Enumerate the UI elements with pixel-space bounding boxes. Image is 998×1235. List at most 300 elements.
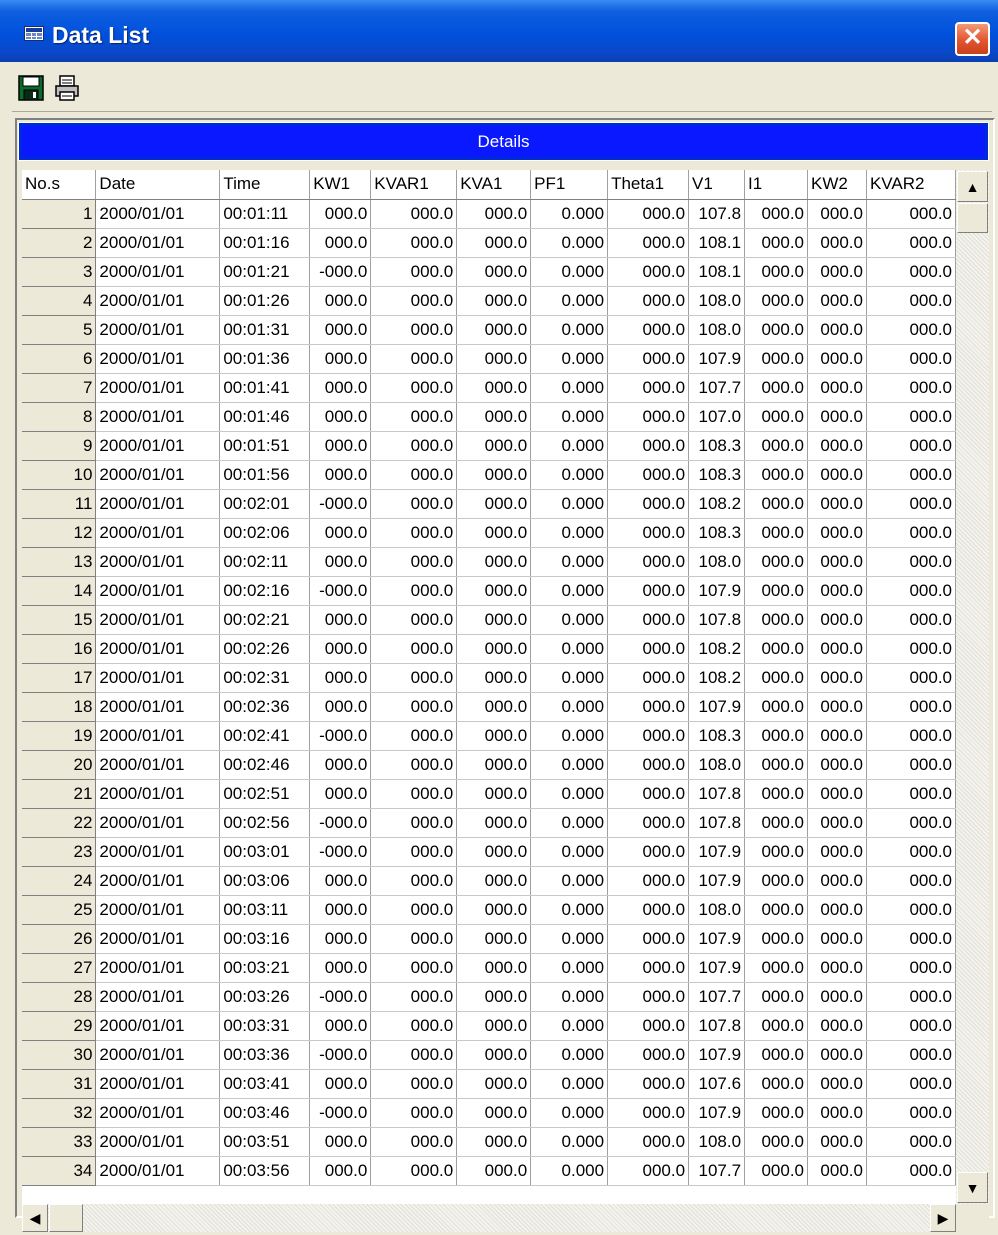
kvar2-cell: 000.0 bbox=[866, 576, 955, 605]
i1-cell: 000.0 bbox=[745, 257, 808, 286]
kvar2-cell: 000.0 bbox=[866, 634, 955, 663]
row-number[interactable]: 31 bbox=[22, 1069, 96, 1098]
column-header[interactable]: KW2 bbox=[808, 170, 867, 199]
i1-cell: 000.0 bbox=[745, 692, 808, 721]
column-header[interactable]: Time bbox=[220, 170, 310, 199]
kvar2-cell: 000.0 bbox=[866, 228, 955, 257]
kvar2-cell: 000.0 bbox=[866, 1069, 955, 1098]
time-cell: 00:03:06 bbox=[220, 866, 310, 895]
row-number[interactable]: 21 bbox=[22, 779, 96, 808]
kva1-cell: 000.0 bbox=[457, 286, 531, 315]
pf1-cell: 0.000 bbox=[531, 1098, 608, 1127]
kvar1-cell: 000.0 bbox=[371, 1011, 457, 1040]
i1-cell: 000.0 bbox=[745, 924, 808, 953]
date-cell: 2000/01/01 bbox=[96, 837, 220, 866]
kw1-cell: -000.0 bbox=[310, 837, 371, 866]
column-header[interactable]: No.s bbox=[22, 170, 96, 199]
table-row[interactable] bbox=[22, 1098, 956, 1127]
kva1-cell: 000.0 bbox=[457, 837, 531, 866]
kvar2-cell: 000.0 bbox=[866, 924, 955, 953]
table-row[interactable] bbox=[22, 982, 956, 1011]
table-row[interactable] bbox=[22, 402, 956, 431]
row-number[interactable]: 2 bbox=[22, 228, 96, 257]
theta1-cell: 000.0 bbox=[608, 808, 689, 837]
table-row[interactable] bbox=[22, 924, 956, 953]
i1-cell: 000.0 bbox=[745, 837, 808, 866]
theta1-cell: 000.0 bbox=[608, 431, 689, 460]
theta1-cell: 000.0 bbox=[608, 1040, 689, 1069]
date-cell: 2000/01/01 bbox=[96, 286, 220, 315]
table-row[interactable] bbox=[22, 547, 956, 576]
row-number[interactable]: 9 bbox=[22, 431, 96, 460]
v1-cell: 108.2 bbox=[689, 663, 745, 692]
date-cell: 2000/01/01 bbox=[96, 1040, 220, 1069]
table-row[interactable] bbox=[22, 228, 956, 257]
table-row[interactable] bbox=[22, 199, 956, 228]
kw1-cell: -000.0 bbox=[310, 576, 371, 605]
row-number[interactable]: 10 bbox=[22, 460, 96, 489]
kw2-cell: 000.0 bbox=[808, 373, 867, 402]
row-number[interactable]: 25 bbox=[22, 895, 96, 924]
table-row[interactable] bbox=[22, 344, 956, 373]
pf1-cell: 0.000 bbox=[531, 1156, 608, 1185]
row-number[interactable]: 13 bbox=[22, 547, 96, 576]
row-number[interactable]: 17 bbox=[22, 663, 96, 692]
pf1-cell: 0.000 bbox=[531, 315, 608, 344]
table-row[interactable] bbox=[22, 953, 956, 982]
table-row[interactable] bbox=[22, 1011, 956, 1040]
v1-cell: 108.2 bbox=[689, 489, 745, 518]
save-button[interactable] bbox=[14, 70, 48, 106]
table-row[interactable] bbox=[22, 518, 956, 547]
data-table bbox=[22, 170, 956, 1186]
kva1-cell: 000.0 bbox=[457, 344, 531, 373]
save-icon bbox=[18, 75, 44, 101]
kva1-cell: 000.0 bbox=[457, 1098, 531, 1127]
title-bar[interactable] bbox=[0, 0, 998, 62]
kvar2-cell: 000.0 bbox=[866, 344, 955, 373]
kw1-cell: 000.0 bbox=[310, 663, 371, 692]
theta1-cell: 000.0 bbox=[608, 721, 689, 750]
v1-cell: 107.6 bbox=[689, 1069, 745, 1098]
theta1-cell: 000.0 bbox=[608, 1156, 689, 1185]
i1-cell: 000.0 bbox=[745, 634, 808, 663]
kw2-cell: 000.0 bbox=[808, 1156, 867, 1185]
kw1-cell: 000.0 bbox=[310, 315, 371, 344]
row-number[interactable]: 27 bbox=[22, 953, 96, 982]
theta1-cell: 000.0 bbox=[608, 489, 689, 518]
arrow-down-icon: ▼ bbox=[965, 1179, 980, 1196]
kvar1-cell: 000.0 bbox=[371, 460, 457, 489]
v1-cell: 107.8 bbox=[689, 605, 745, 634]
time-cell: 00:03:46 bbox=[220, 1098, 310, 1127]
row-number[interactable]: 20 bbox=[22, 750, 96, 779]
kw2-cell: 000.0 bbox=[808, 779, 867, 808]
kw2-cell: 000.0 bbox=[808, 866, 867, 895]
kw1-cell: 000.0 bbox=[310, 344, 371, 373]
theta1-cell: 000.0 bbox=[608, 315, 689, 344]
row-number[interactable]: 33 bbox=[22, 1127, 96, 1156]
pf1-cell: 0.000 bbox=[531, 518, 608, 547]
time-cell: 00:01:26 bbox=[220, 286, 310, 315]
kvar2-cell: 000.0 bbox=[866, 982, 955, 1011]
pf1-cell: 0.000 bbox=[531, 402, 608, 431]
date-cell: 2000/01/01 bbox=[96, 1069, 220, 1098]
row-number[interactable]: 32 bbox=[22, 1098, 96, 1127]
kw2-cell: 000.0 bbox=[808, 982, 867, 1011]
i1-cell: 000.0 bbox=[745, 1156, 808, 1185]
scroll-down-button[interactable] bbox=[957, 1172, 988, 1203]
kw1-cell: 000.0 bbox=[310, 953, 371, 982]
scroll-up-button[interactable] bbox=[957, 171, 988, 202]
time-cell: 00:01:46 bbox=[220, 402, 310, 431]
theta1-cell: 000.0 bbox=[608, 373, 689, 402]
table-row[interactable] bbox=[22, 257, 956, 286]
table-row[interactable] bbox=[22, 837, 956, 866]
v1-cell: 107.9 bbox=[689, 837, 745, 866]
row-number[interactable]: 29 bbox=[22, 1011, 96, 1040]
row-number[interactable]: 8 bbox=[22, 402, 96, 431]
kw2-cell: 000.0 bbox=[808, 228, 867, 257]
table-row[interactable] bbox=[22, 1069, 956, 1098]
kvar2-cell: 000.0 bbox=[866, 431, 955, 460]
row-number[interactable]: 4 bbox=[22, 286, 96, 315]
i1-cell: 000.0 bbox=[745, 895, 808, 924]
kw1-cell: -000.0 bbox=[310, 1098, 371, 1127]
kw1-cell: -000.0 bbox=[310, 1040, 371, 1069]
row-number[interactable]: 11 bbox=[22, 489, 96, 518]
kw1-cell: 000.0 bbox=[310, 228, 371, 257]
v1-cell: 108.3 bbox=[689, 431, 745, 460]
pf1-cell: 0.000 bbox=[531, 808, 608, 837]
kw2-cell: 000.0 bbox=[808, 431, 867, 460]
date-cell: 2000/01/01 bbox=[96, 1156, 220, 1185]
column-header[interactable]: KW1 bbox=[310, 170, 371, 199]
theta1-cell: 000.0 bbox=[608, 257, 689, 286]
kw2-cell: 000.0 bbox=[808, 1127, 867, 1156]
i1-cell: 000.0 bbox=[745, 199, 808, 228]
i1-cell: 000.0 bbox=[745, 286, 808, 315]
theta1-cell: 000.0 bbox=[608, 1069, 689, 1098]
column-header[interactable]: I1 bbox=[745, 170, 808, 199]
table-row[interactable] bbox=[22, 750, 956, 779]
time-cell: 00:01:56 bbox=[220, 460, 310, 489]
table-row[interactable] bbox=[22, 692, 956, 721]
table-row[interactable] bbox=[22, 286, 956, 315]
i1-cell: 000.0 bbox=[745, 373, 808, 402]
row-number[interactable]: 1 bbox=[22, 199, 96, 228]
time-cell: 00:02:26 bbox=[220, 634, 310, 663]
time-cell: 00:03:36 bbox=[220, 1040, 310, 1069]
date-cell: 2000/01/01 bbox=[96, 808, 220, 837]
table-row[interactable] bbox=[22, 373, 956, 402]
horizontal-scrollbar[interactable] bbox=[22, 1204, 956, 1232]
v1-cell: 107.9 bbox=[689, 953, 745, 982]
i1-cell: 000.0 bbox=[745, 489, 808, 518]
date-cell: 2000/01/01 bbox=[96, 779, 220, 808]
kw2-cell: 000.0 bbox=[808, 315, 867, 344]
date-cell: 2000/01/01 bbox=[96, 199, 220, 228]
table-row[interactable] bbox=[22, 895, 956, 924]
scroll-thumb[interactable] bbox=[957, 203, 988, 233]
row-number[interactable]: 15 bbox=[22, 605, 96, 634]
kw2-cell: 000.0 bbox=[808, 576, 867, 605]
v1-cell: 107.8 bbox=[689, 1011, 745, 1040]
table-row[interactable] bbox=[22, 1156, 956, 1185]
kvar2-cell: 000.0 bbox=[866, 663, 955, 692]
kva1-cell: 000.0 bbox=[457, 460, 531, 489]
date-cell: 2000/01/01 bbox=[96, 547, 220, 576]
time-cell: 00:03:31 bbox=[220, 1011, 310, 1040]
pf1-cell: 0.000 bbox=[531, 663, 608, 692]
kvar1-cell: 000.0 bbox=[371, 228, 457, 257]
pf1-cell: 0.000 bbox=[531, 344, 608, 373]
row-number[interactable]: 12 bbox=[22, 518, 96, 547]
time-cell: 00:01:36 bbox=[220, 344, 310, 373]
date-cell: 2000/01/01 bbox=[96, 692, 220, 721]
window-title: Data List bbox=[52, 22, 150, 48]
theta1-cell: 000.0 bbox=[608, 837, 689, 866]
kvar1-cell: 000.0 bbox=[371, 547, 457, 576]
pf1-cell: 0.000 bbox=[531, 257, 608, 286]
table-row[interactable] bbox=[22, 808, 956, 837]
kvar2-cell: 000.0 bbox=[866, 199, 955, 228]
row-number[interactable]: 19 bbox=[22, 721, 96, 750]
kvar2-cell: 000.0 bbox=[866, 605, 955, 634]
column-header[interactable]: PF1 bbox=[531, 170, 608, 199]
theta1-cell: 000.0 bbox=[608, 866, 689, 895]
v1-cell: 108.3 bbox=[689, 518, 745, 547]
table-row[interactable] bbox=[22, 431, 956, 460]
pf1-cell: 0.000 bbox=[531, 286, 608, 315]
pf1-cell: 0.000 bbox=[531, 547, 608, 576]
date-cell: 2000/01/01 bbox=[96, 750, 220, 779]
date-cell: 2000/01/01 bbox=[96, 489, 220, 518]
kw1-cell: 000.0 bbox=[310, 373, 371, 402]
row-number[interactable]: 14 bbox=[22, 576, 96, 605]
arrow-up-icon: ▲ bbox=[965, 178, 980, 195]
kw2-cell: 000.0 bbox=[808, 547, 867, 576]
column-header[interactable]: KVAR2 bbox=[866, 170, 955, 199]
pf1-cell: 0.000 bbox=[531, 199, 608, 228]
column-header[interactable]: KVAR1 bbox=[371, 170, 457, 199]
table-row[interactable] bbox=[22, 315, 956, 344]
v1-cell: 107.7 bbox=[689, 1156, 745, 1185]
i1-cell: 000.0 bbox=[745, 402, 808, 431]
kw2-cell: 000.0 bbox=[808, 402, 867, 431]
kvar2-cell: 000.0 bbox=[866, 953, 955, 982]
kw1-cell: 000.0 bbox=[310, 286, 371, 315]
theta1-cell: 000.0 bbox=[608, 663, 689, 692]
kw1-cell: 000.0 bbox=[310, 779, 371, 808]
table-row[interactable] bbox=[22, 1040, 956, 1069]
vertical-scrollbar[interactable] bbox=[956, 170, 989, 1204]
theta1-cell: 000.0 bbox=[608, 1011, 689, 1040]
close-button[interactable]: ✕ bbox=[955, 22, 990, 56]
pf1-cell: 0.000 bbox=[531, 924, 608, 953]
kvar1-cell: 000.0 bbox=[371, 895, 457, 924]
kvar2-cell: 000.0 bbox=[866, 721, 955, 750]
table-row[interactable] bbox=[22, 605, 956, 634]
table-row[interactable] bbox=[22, 721, 956, 750]
column-header[interactable]: V1 bbox=[689, 170, 745, 199]
kw2-cell: 000.0 bbox=[808, 895, 867, 924]
kva1-cell: 000.0 bbox=[457, 692, 531, 721]
table-row[interactable] bbox=[22, 779, 956, 808]
row-number[interactable]: 18 bbox=[22, 692, 96, 721]
column-header[interactable]: Date bbox=[96, 170, 220, 199]
kvar1-cell: 000.0 bbox=[371, 431, 457, 460]
kvar2-cell: 000.0 bbox=[866, 866, 955, 895]
kvar2-cell: 000.0 bbox=[866, 286, 955, 315]
row-number[interactable]: 24 bbox=[22, 866, 96, 895]
v1-cell: 107.9 bbox=[689, 344, 745, 373]
v1-cell: 108.0 bbox=[689, 315, 745, 344]
kvar2-cell: 000.0 bbox=[866, 1011, 955, 1040]
row-number[interactable]: 3 bbox=[22, 257, 96, 286]
theta1-cell: 000.0 bbox=[608, 402, 689, 431]
time-cell: 00:02:41 bbox=[220, 721, 310, 750]
table-row[interactable] bbox=[22, 1127, 956, 1156]
pf1-cell: 0.000 bbox=[531, 1069, 608, 1098]
i1-cell: 000.0 bbox=[745, 779, 808, 808]
i1-cell: 000.0 bbox=[745, 344, 808, 373]
print-icon bbox=[53, 74, 81, 102]
table-row[interactable] bbox=[22, 663, 956, 692]
row-number[interactable]: 23 bbox=[22, 837, 96, 866]
kva1-cell: 000.0 bbox=[457, 721, 531, 750]
v1-cell: 107.7 bbox=[689, 373, 745, 402]
kw2-cell: 000.0 bbox=[808, 721, 867, 750]
kw2-cell: 000.0 bbox=[808, 286, 867, 315]
pf1-cell: 0.000 bbox=[531, 634, 608, 663]
kw1-cell: -000.0 bbox=[310, 489, 371, 518]
theta1-cell: 000.0 bbox=[608, 199, 689, 228]
kvar1-cell: 000.0 bbox=[371, 489, 457, 518]
i1-cell: 000.0 bbox=[745, 1127, 808, 1156]
theta1-cell: 000.0 bbox=[608, 518, 689, 547]
kvar1-cell: 000.0 bbox=[371, 634, 457, 663]
i1-cell: 000.0 bbox=[745, 808, 808, 837]
time-cell: 00:02:16 bbox=[220, 576, 310, 605]
v1-cell: 107.9 bbox=[689, 924, 745, 953]
kw2-cell: 000.0 bbox=[808, 953, 867, 982]
v1-cell: 108.1 bbox=[689, 228, 745, 257]
kvar1-cell: 000.0 bbox=[371, 982, 457, 1011]
kvar2-cell: 000.0 bbox=[866, 1098, 955, 1127]
kw1-cell: 000.0 bbox=[310, 431, 371, 460]
row-number[interactable]: 26 bbox=[22, 924, 96, 953]
kw2-cell: 000.0 bbox=[808, 692, 867, 721]
row-number[interactable]: 22 bbox=[22, 808, 96, 837]
time-cell: 00:03:11 bbox=[220, 895, 310, 924]
i1-cell: 000.0 bbox=[745, 518, 808, 547]
scroll-thumb-horizontal[interactable] bbox=[49, 1204, 83, 1232]
kw2-cell: 000.0 bbox=[808, 750, 867, 779]
kvar2-cell: 000.0 bbox=[866, 547, 955, 576]
v1-cell: 108.0 bbox=[689, 895, 745, 924]
kw2-cell: 000.0 bbox=[808, 489, 867, 518]
kw1-cell: 000.0 bbox=[310, 1156, 371, 1185]
row-number[interactable]: 34 bbox=[22, 1156, 96, 1185]
time-cell: 00:02:31 bbox=[220, 663, 310, 692]
kvar1-cell: 000.0 bbox=[371, 1098, 457, 1127]
column-header[interactable]: KVA1 bbox=[457, 170, 531, 199]
v1-cell: 107.9 bbox=[689, 1040, 745, 1069]
table-row[interactable] bbox=[22, 634, 956, 663]
kva1-cell: 000.0 bbox=[457, 866, 531, 895]
column-header[interactable]: Theta1 bbox=[608, 170, 689, 199]
theta1-cell: 000.0 bbox=[608, 286, 689, 315]
kw2-cell: 000.0 bbox=[808, 344, 867, 373]
scroll-left-button[interactable] bbox=[22, 1204, 48, 1232]
kva1-cell: 000.0 bbox=[457, 199, 531, 228]
table-row[interactable] bbox=[22, 489, 956, 518]
scroll-right-button[interactable] bbox=[930, 1204, 956, 1232]
kva1-cell: 000.0 bbox=[457, 634, 531, 663]
kvar1-cell: 000.0 bbox=[371, 199, 457, 228]
kvar1-cell: 000.0 bbox=[371, 924, 457, 953]
kva1-cell: 000.0 bbox=[457, 1011, 531, 1040]
kvar2-cell: 000.0 bbox=[866, 460, 955, 489]
table-row[interactable] bbox=[22, 460, 956, 489]
kw1-cell: -000.0 bbox=[310, 721, 371, 750]
i1-cell: 000.0 bbox=[745, 460, 808, 489]
date-cell: 2000/01/01 bbox=[96, 518, 220, 547]
details-header: Details bbox=[19, 123, 988, 160]
scrollbar-corner bbox=[956, 1204, 989, 1232]
kva1-cell: 000.0 bbox=[457, 402, 531, 431]
kva1-cell: 000.0 bbox=[457, 605, 531, 634]
date-cell: 2000/01/01 bbox=[96, 924, 220, 953]
pf1-cell: 0.000 bbox=[531, 692, 608, 721]
theta1-cell: 000.0 bbox=[608, 750, 689, 779]
kvar1-cell: 000.0 bbox=[371, 866, 457, 895]
time-cell: 00:03:56 bbox=[220, 1156, 310, 1185]
kw2-cell: 000.0 bbox=[808, 518, 867, 547]
kva1-cell: 000.0 bbox=[457, 924, 531, 953]
pf1-cell: 0.000 bbox=[531, 576, 608, 605]
kva1-cell: 000.0 bbox=[457, 518, 531, 547]
print-button[interactable] bbox=[50, 70, 84, 106]
kw2-cell: 000.0 bbox=[808, 837, 867, 866]
row-number[interactable]: 7 bbox=[22, 373, 96, 402]
data-grid[interactable] bbox=[22, 170, 956, 1204]
v1-cell: 108.0 bbox=[689, 750, 745, 779]
arrow-right-icon: ▶ bbox=[937, 1209, 949, 1226]
row-number[interactable]: 5 bbox=[22, 315, 96, 344]
kw2-cell: 000.0 bbox=[808, 1011, 867, 1040]
kvar2-cell: 000.0 bbox=[866, 489, 955, 518]
table-row[interactable] bbox=[22, 866, 956, 895]
v1-cell: 108.3 bbox=[689, 721, 745, 750]
row-number[interactable]: 30 bbox=[22, 1040, 96, 1069]
kw1-cell: 000.0 bbox=[310, 924, 371, 953]
row-number[interactable]: 6 bbox=[22, 344, 96, 373]
theta1-cell: 000.0 bbox=[608, 634, 689, 663]
row-number[interactable]: 16 bbox=[22, 634, 96, 663]
kvar1-cell: 000.0 bbox=[371, 373, 457, 402]
pf1-cell: 0.000 bbox=[531, 489, 608, 518]
date-cell: 2000/01/01 bbox=[96, 460, 220, 489]
arrow-left-icon: ◀ bbox=[29, 1209, 41, 1226]
table-row[interactable] bbox=[22, 576, 956, 605]
pf1-cell: 0.000 bbox=[531, 866, 608, 895]
row-number[interactable]: 28 bbox=[22, 982, 96, 1011]
date-cell: 2000/01/01 bbox=[96, 866, 220, 895]
time-cell: 00:02:56 bbox=[220, 808, 310, 837]
kw1-cell: 000.0 bbox=[310, 634, 371, 663]
